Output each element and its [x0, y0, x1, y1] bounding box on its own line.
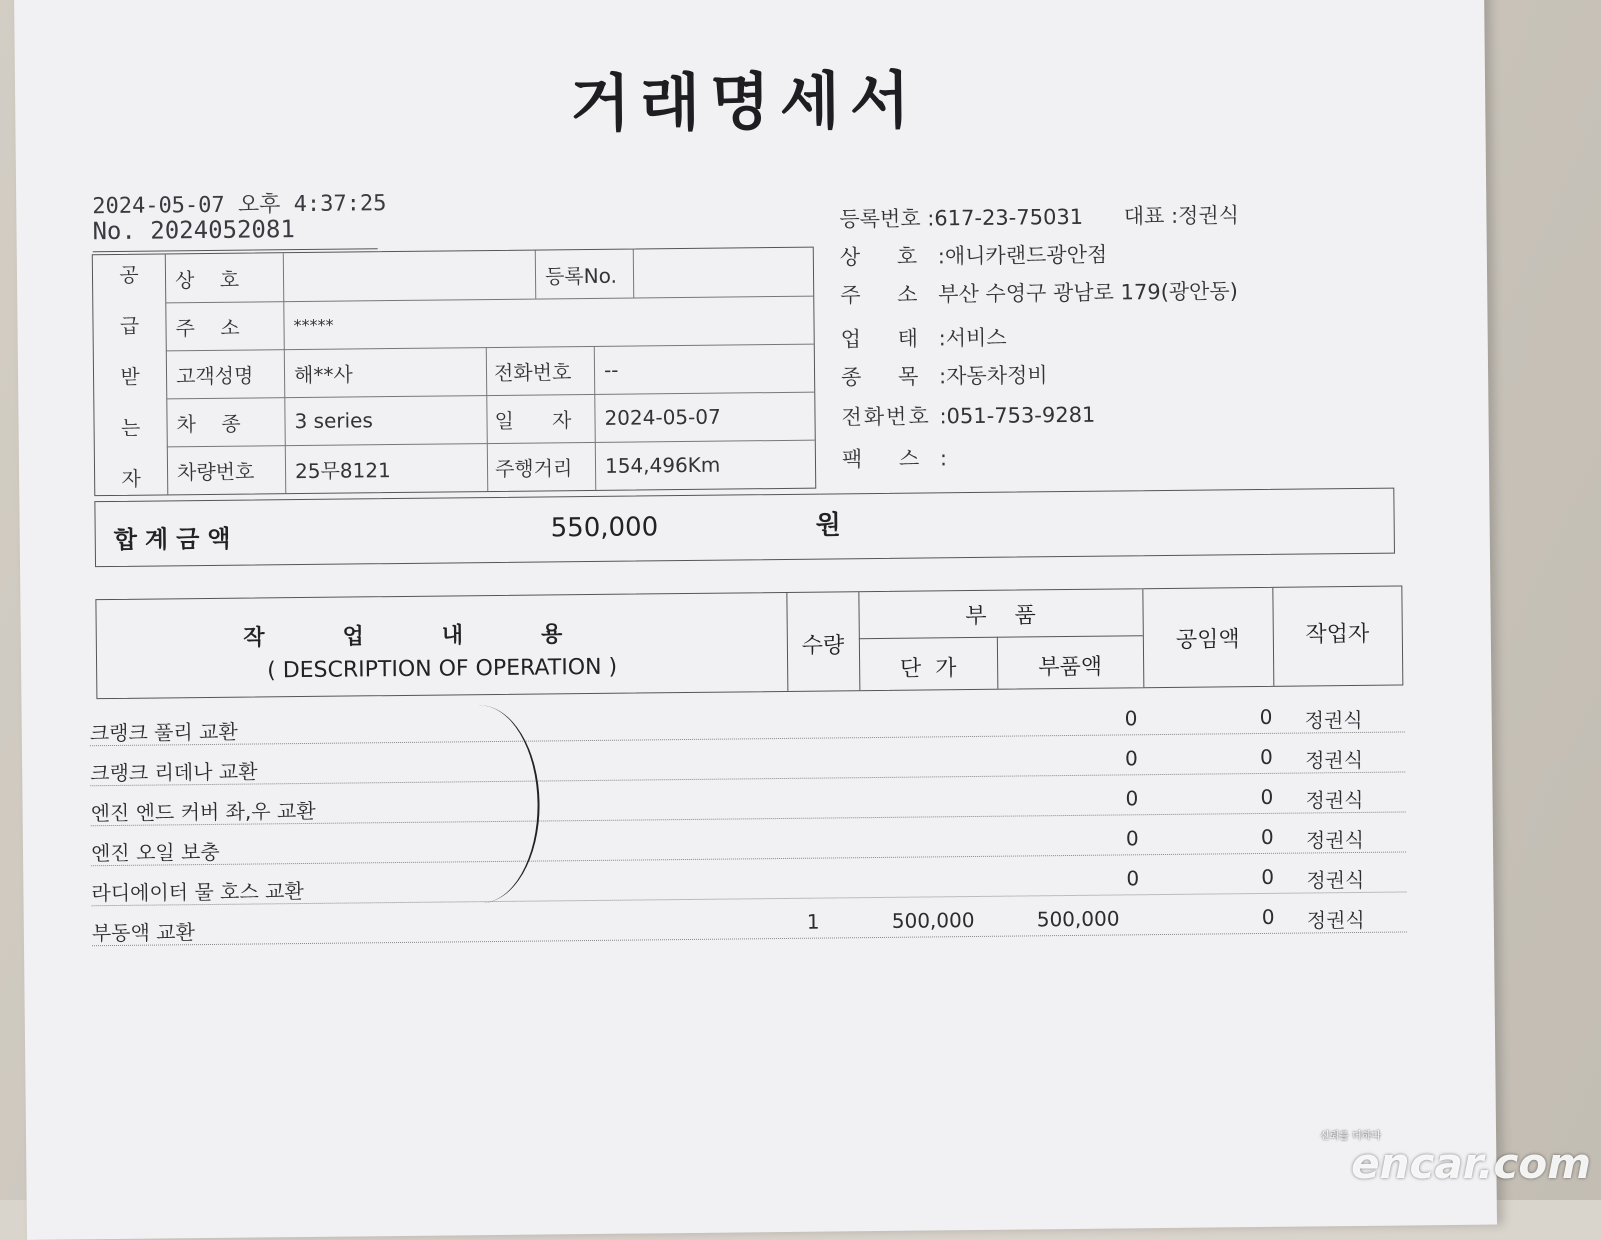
phone-label: 전화번호 — [493, 359, 572, 385]
phone-value: -- — [603, 357, 619, 382]
cell-divider — [283, 301, 285, 349]
customer-row-name — [166, 344, 814, 400]
item-parts-amount: 0 — [1124, 746, 1138, 771]
supplier-phone-line — [841, 399, 1095, 432]
document-title: 거래명세서 — [569, 63, 921, 141]
total-label: 합계금액 — [113, 524, 239, 554]
side-char: 공 — [119, 262, 139, 287]
side-char: 는 — [120, 415, 141, 440]
side-char: 급 — [119, 313, 140, 338]
customer-row-address — [165, 296, 813, 352]
cell-divider — [595, 442, 597, 490]
cell-divider — [486, 395, 488, 443]
side-char: 자 — [121, 466, 141, 491]
supplier-item-line — [841, 359, 1048, 391]
supplier-business: :서비스 — [938, 325, 1007, 351]
supplier-phone-label: 전화번호 — [841, 404, 931, 430]
supplier-phone: :051-753-9281 — [939, 402, 1096, 429]
item-desc: 라디에이터 물 호스 교환 — [91, 879, 304, 906]
date-label: 일 자 — [494, 407, 572, 433]
supplier-reg: 등록번호 :617-23-75031 — [839, 204, 1084, 232]
total-unit: 원 — [815, 510, 841, 541]
parts-amount-header: 부품액 — [1038, 654, 1103, 681]
item-desc: 엔진 엔드 커버 좌,우 교환 — [90, 798, 316, 826]
item-worker: 정권식 — [1305, 787, 1364, 813]
cell-divider — [633, 250, 635, 298]
supplier-item: :자동차정비 — [938, 363, 1048, 389]
item-parts-amount: 500,000 — [1036, 906, 1120, 932]
customer-row-model — [166, 392, 814, 448]
customer-row-plate — [167, 440, 815, 495]
cell-divider — [594, 394, 596, 442]
labor-header: 공임액 — [1175, 627, 1240, 653]
customer-name-value: 해**사 — [293, 361, 353, 387]
reg-no-label: 등록No. — [544, 263, 617, 288]
date-value: 2024-05-07 — [604, 404, 721, 430]
item-worker: 정권식 — [1305, 827, 1365, 853]
recipient-side-label — [93, 254, 169, 495]
parts-header-divider — [859, 635, 1143, 639]
item-parts-amount: 0 — [1125, 786, 1139, 811]
model-value: 3 series — [294, 408, 373, 434]
customer-table — [92, 247, 816, 497]
item-worker: 정권식 — [1306, 867, 1365, 893]
model-label: 차 종 — [176, 411, 241, 436]
address-value: ***** — [293, 315, 334, 335]
item-unit-price: 500,000 — [891, 907, 975, 933]
item-parts-amount: 0 — [1124, 706, 1138, 731]
cell-divider — [487, 443, 489, 491]
item-labor: 0 — [1261, 904, 1275, 929]
item-labor: 0 — [1259, 704, 1273, 729]
supplier-fax: : — [939, 446, 948, 471]
item-parts-amount: 0 — [1125, 826, 1139, 851]
plate-label: 차량번호 — [176, 459, 255, 484]
document-number: No. 2024052081 — [92, 215, 295, 246]
description-header-en: ( DESCRIPTION OF OPERATION ) — [267, 654, 618, 684]
customer-row-company — [165, 248, 813, 304]
item-desc: 크랭크 리데나 교환 — [90, 759, 258, 786]
item-desc: 엔진 오일 보충 — [90, 839, 220, 866]
supplier-fax-line — [842, 442, 947, 473]
unit-price-header: 단 가 — [899, 656, 957, 682]
operations-header — [95, 585, 1403, 699]
cell-divider — [283, 253, 285, 301]
item-labor: 0 — [1260, 824, 1274, 849]
watermark-tagline: 신뢰를 더하다 — [1319, 1131, 1381, 1142]
supplier-fax-label: 팩 스 — [841, 446, 922, 472]
item-labor: 0 — [1261, 864, 1275, 889]
total-value: 550,000 — [550, 512, 659, 544]
item-labor: 0 — [1259, 744, 1273, 769]
encar-watermark — [1320, 1127, 1591, 1186]
supplier-address: 부산 수영구 광남로 179(광안동) — [938, 279, 1238, 307]
supplier-reg-line — [839, 199, 1239, 233]
cell-divider — [486, 347, 488, 395]
cell-divider — [535, 251, 537, 299]
item-desc: 부동액 교환 — [91, 920, 195, 946]
supplier-company-label: 상 호 — [839, 244, 920, 270]
worker-header: 작업자 — [1305, 621, 1370, 648]
address-label: 주 소 — [175, 315, 240, 340]
watermark-brand: encar.com — [1351, 1139, 1591, 1188]
supplier-address-line — [840, 275, 1238, 309]
plate-value: 25무8121 — [294, 457, 391, 483]
issue-datetime: 2024-05-07 오후 4:37:25 — [92, 191, 387, 220]
description-header-kr: 작업내용 — [243, 621, 641, 651]
mileage-value: 154,496Km — [604, 452, 721, 478]
supplier-address-label: 주 소 — [840, 282, 920, 308]
customer-name-label: 고객성명 — [175, 363, 254, 388]
item-worker: 정권식 — [1305, 747, 1364, 773]
supplier-company: :애니카랜드광안점 — [937, 242, 1108, 269]
supplier-item-label: 종 목 — [840, 364, 921, 390]
cell-divider — [284, 397, 286, 445]
cell-divider — [285, 445, 287, 493]
supplier-business-line — [841, 322, 1007, 354]
cell-divider — [284, 349, 286, 397]
total-amount-box — [94, 488, 1395, 568]
item-qty: 1 — [806, 909, 820, 934]
supplier-business-label: 업 태 — [840, 326, 921, 352]
supplier-company-line — [840, 239, 1108, 272]
mileage-label: 주행거리 — [494, 455, 573, 481]
company-label: 상 호 — [174, 267, 240, 292]
cell-divider — [594, 346, 596, 394]
item-parts-amount: 0 — [1126, 866, 1140, 891]
qty-header: 수량 — [801, 633, 845, 659]
item-worker: 정권식 — [1306, 907, 1365, 933]
side-char: 받 — [120, 364, 140, 389]
item-worker: 정권식 — [1304, 707, 1363, 733]
item-labor: 0 — [1260, 784, 1274, 809]
item-desc: 크랭크 풀리 교환 — [89, 719, 238, 746]
supplier-rep: 대표 :정권식 — [1123, 203, 1240, 229]
invoice-paper — [14, 0, 1497, 1240]
parts-header: 부 품 — [965, 603, 1036, 630]
